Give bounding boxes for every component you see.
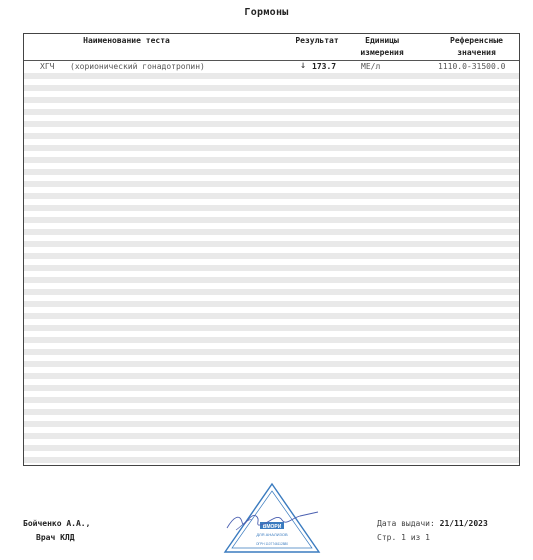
issue-block xyxy=(377,517,488,545)
row-stripe xyxy=(24,193,519,199)
row-stripe xyxy=(24,277,519,283)
row-stripe xyxy=(24,385,519,391)
row-stripe xyxy=(24,361,519,367)
stamp-line2: ДЛЯ АНАЛИЗОВ xyxy=(256,532,288,537)
row-stripe xyxy=(24,253,519,259)
header-units: Единицы измерения xyxy=(360,36,404,57)
row-stripe xyxy=(24,289,519,295)
row-stripe xyxy=(24,421,519,427)
table-body xyxy=(24,61,519,465)
row-stripe xyxy=(24,157,519,163)
issue-label: Дата выдачи: xyxy=(377,519,435,528)
row-stripe xyxy=(24,397,519,403)
test-units: МЕ/л xyxy=(361,62,381,71)
row-stripe xyxy=(24,241,519,247)
row-stripe xyxy=(24,265,519,271)
row-stripe xyxy=(24,373,519,379)
row-stripe xyxy=(24,73,519,79)
row-stripe xyxy=(24,457,519,463)
page-title: Гормоны xyxy=(244,7,289,18)
row-stripe xyxy=(24,325,519,331)
row-stripe xyxy=(24,121,519,127)
stamp-line3: ОГРН 1107746112880 xyxy=(255,542,289,546)
signer-block xyxy=(23,517,90,545)
row-stripe xyxy=(24,85,519,91)
row-stripe xyxy=(24,433,519,439)
test-name: (хорионический гонадотропин) xyxy=(70,62,205,71)
row-stripe xyxy=(24,301,519,307)
row-stripe xyxy=(24,349,519,355)
row-stripe xyxy=(24,217,519,223)
row-stripe xyxy=(24,169,519,175)
page-number: Стр. 1 из 1 xyxy=(377,533,430,542)
header-result: Результат xyxy=(295,36,339,45)
issue-date: 21/11/2023 xyxy=(439,519,488,528)
row-stripe xyxy=(24,205,519,211)
signer-name: Бойченко А.А., xyxy=(23,519,91,528)
row-stripe xyxy=(24,445,519,451)
results-table xyxy=(23,33,520,466)
row-stripe xyxy=(24,409,519,415)
signature-scribble xyxy=(222,506,322,536)
table-row xyxy=(24,61,519,73)
row-stripe xyxy=(24,229,519,235)
row-stripe xyxy=(24,145,519,151)
header-test-name: Наименование теста xyxy=(83,36,170,45)
row-stripe xyxy=(24,97,519,103)
row-stripe xyxy=(24,133,519,139)
test-result: 173.7 xyxy=(312,62,337,71)
header-reference: Референсные значения xyxy=(450,36,503,57)
signer-role: Врач КЛД xyxy=(36,533,75,542)
low-arrow-icon: ↓ xyxy=(300,60,307,71)
test-code: ХГЧ xyxy=(40,62,55,71)
row-stripe xyxy=(24,337,519,343)
table-header xyxy=(24,34,519,61)
test-reference: 1110.0-31500.0 xyxy=(438,62,506,71)
row-stripe xyxy=(24,109,519,115)
row-stripe xyxy=(24,313,519,319)
row-stripe xyxy=(24,181,519,187)
stamp-line1: ВМОРИ xyxy=(262,524,282,530)
